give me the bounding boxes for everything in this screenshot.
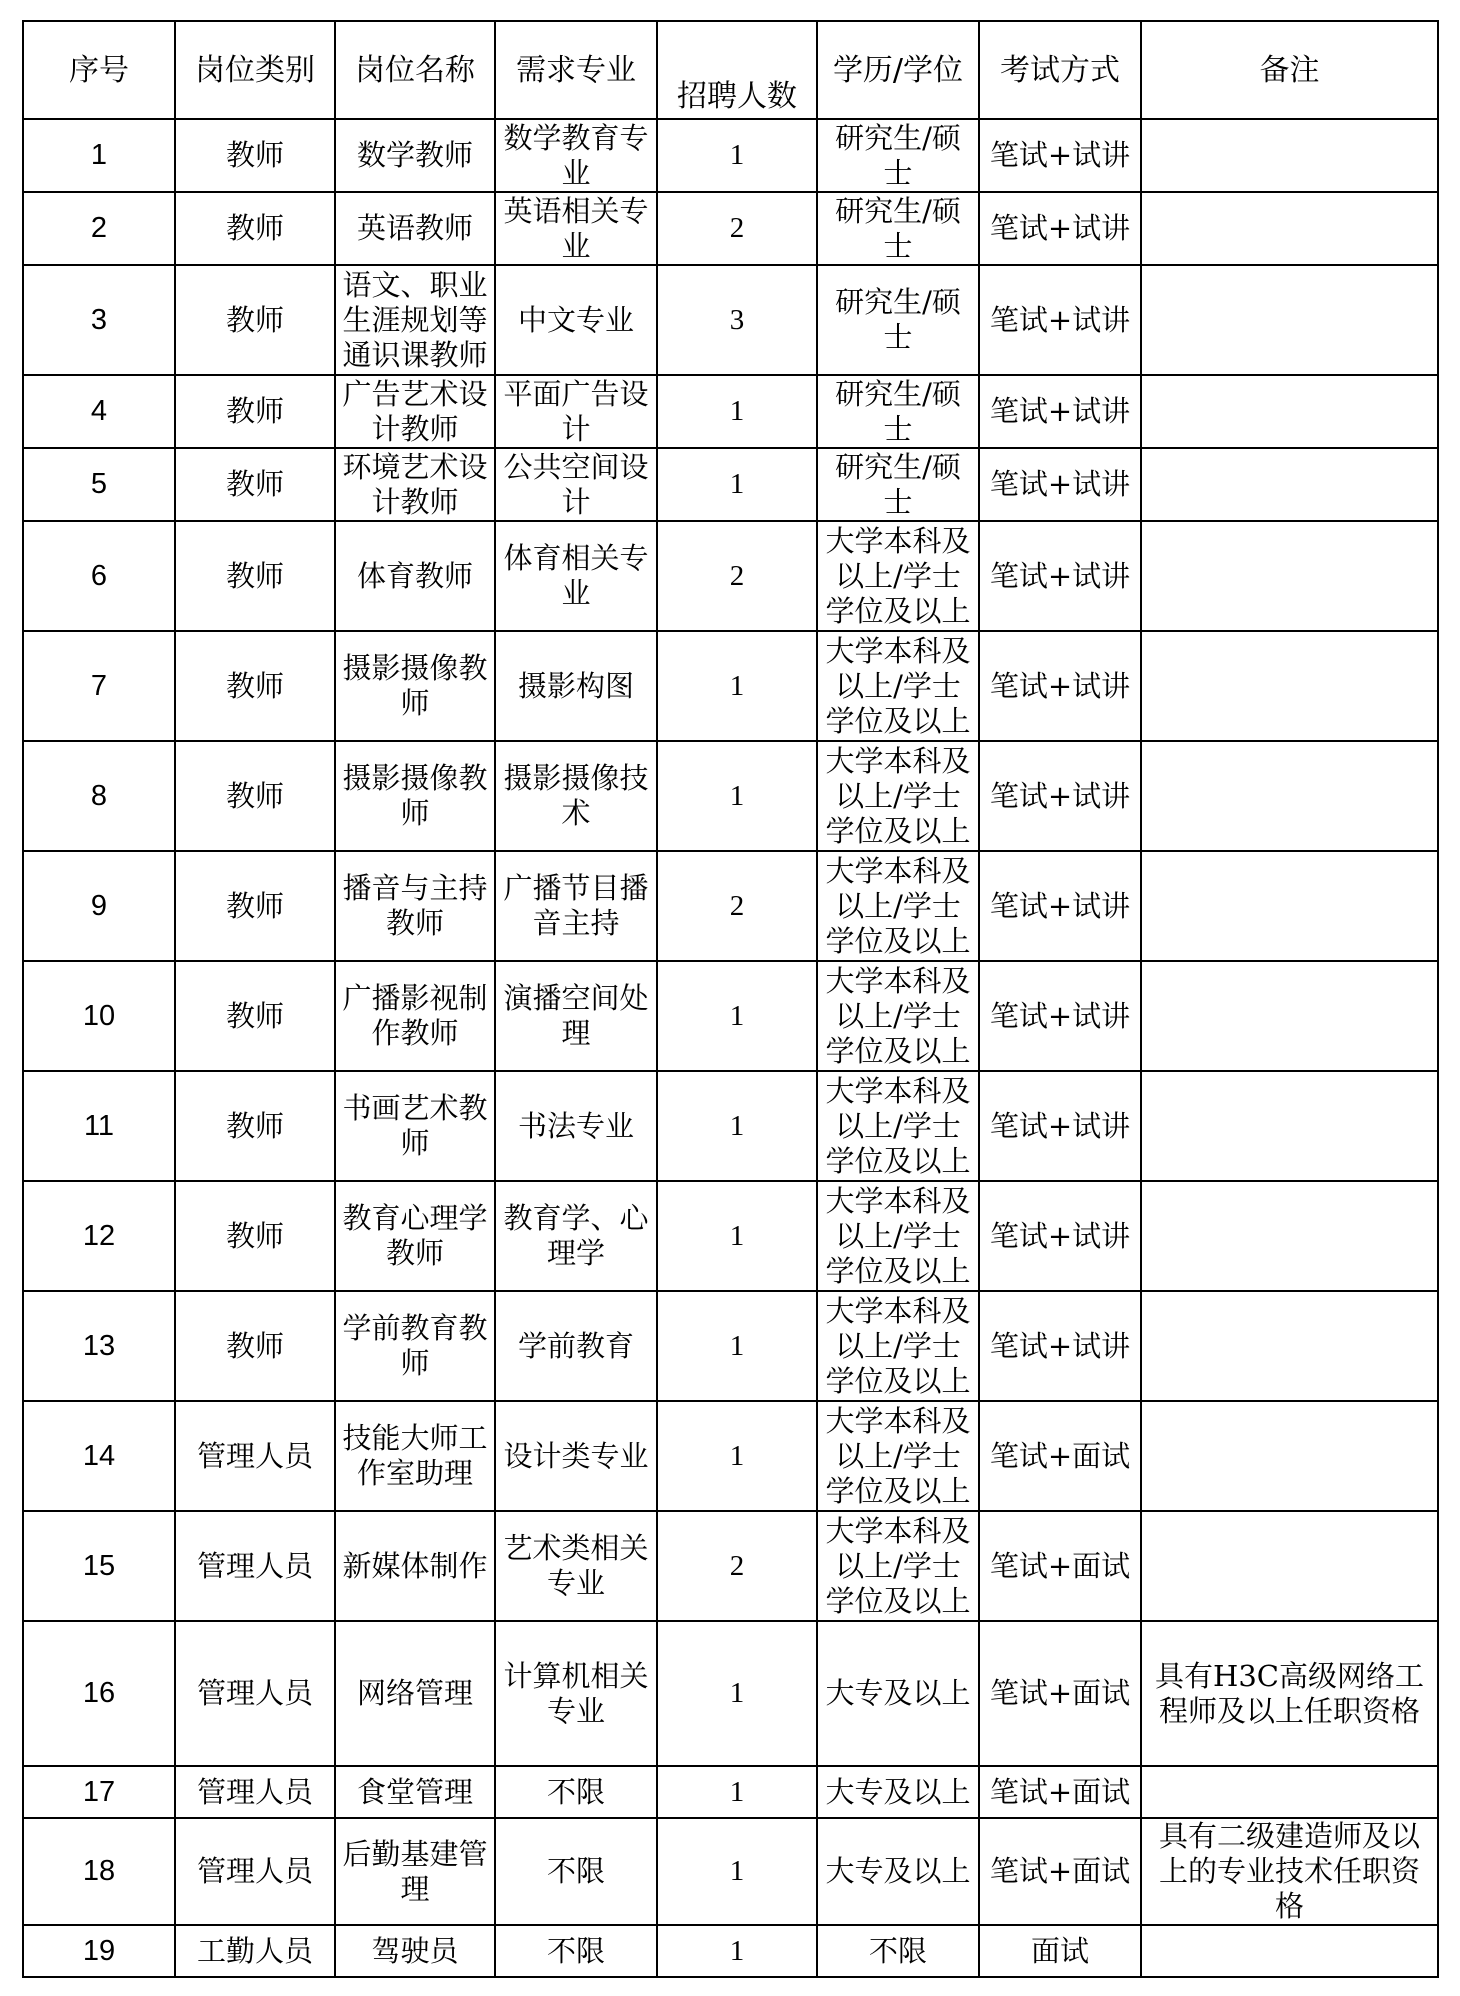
row-exam: 笔试+试讲	[979, 1291, 1141, 1401]
header-title: 岗位名称	[335, 21, 495, 119]
row-education: 大学本科及以上/学士学位及以上	[817, 1511, 979, 1621]
row-number: 19	[23, 1925, 175, 1977]
row-title: 新媒体制作	[335, 1511, 495, 1621]
row-major: 艺术类相关专业	[495, 1511, 657, 1621]
row-exam: 笔试+试讲	[979, 1071, 1141, 1181]
row-category: 管理人员	[175, 1401, 335, 1511]
table-row	[23, 631, 1438, 741]
row-exam: 笔试+试讲	[979, 851, 1141, 961]
row-number: 2	[23, 192, 175, 265]
table-row	[23, 1621, 1438, 1766]
row-exam: 笔试+面试	[979, 1621, 1141, 1766]
row-education: 研究生/硕士	[817, 192, 979, 265]
row-number: 12	[23, 1181, 175, 1291]
row-note	[1141, 375, 1438, 448]
row-note	[1141, 961, 1438, 1071]
row-education: 研究生/硕士	[817, 265, 979, 375]
row-title: 网络管理	[335, 1621, 495, 1766]
table-row	[23, 1071, 1438, 1181]
row-category: 教师	[175, 119, 335, 192]
row-exam: 笔试+试讲	[979, 631, 1141, 741]
row-note	[1141, 851, 1438, 961]
row-category: 管理人员	[175, 1818, 335, 1925]
row-exam: 笔试+试讲	[979, 1181, 1141, 1291]
row-category: 管理人员	[175, 1511, 335, 1621]
row-number: 10	[23, 961, 175, 1071]
table-row	[23, 375, 1438, 448]
header-education: 学历/学位	[817, 21, 979, 119]
row-note	[1141, 265, 1438, 375]
table-row	[23, 1818, 1438, 1925]
row-note: 具有二级建造师及以上的专业技术任职资格	[1141, 1818, 1438, 1925]
row-title: 驾驶员	[335, 1925, 495, 1977]
header-row	[23, 21, 1438, 119]
row-category: 教师	[175, 192, 335, 265]
row-count: 1	[657, 119, 817, 192]
row-exam: 笔试+试讲	[979, 521, 1141, 631]
row-note	[1141, 741, 1438, 851]
row-major: 摄影摄像技术	[495, 741, 657, 851]
row-title: 后勤基建管理	[335, 1818, 495, 1925]
header-note: 备注	[1141, 21, 1438, 119]
row-exam: 笔试+试讲	[979, 265, 1141, 375]
row-title: 语文、职业生涯规划等通识课教师	[335, 265, 495, 375]
row-education: 大学本科及以上/学士学位及以上	[817, 1401, 979, 1511]
row-education: 大专及以上	[817, 1818, 979, 1925]
header-category: 岗位类别	[175, 21, 335, 119]
row-category: 教师	[175, 741, 335, 851]
row-education: 研究生/硕士	[817, 375, 979, 448]
row-number: 14	[23, 1401, 175, 1511]
row-category: 教师	[175, 521, 335, 631]
table-row	[23, 265, 1438, 375]
recruitment-table	[22, 20, 1439, 1978]
row-count: 1	[657, 448, 817, 521]
row-category: 教师	[175, 448, 335, 521]
row-note	[1141, 631, 1438, 741]
row-category: 教师	[175, 1291, 335, 1401]
row-title: 播音与主持教师	[335, 851, 495, 961]
row-number: 5	[23, 448, 175, 521]
row-education: 大专及以上	[817, 1621, 979, 1766]
row-category: 教师	[175, 851, 335, 961]
row-count: 1	[657, 1291, 817, 1401]
row-education: 大学本科及以上/学士学位及以上	[817, 521, 979, 631]
row-category: 管理人员	[175, 1766, 335, 1818]
row-exam: 笔试+面试	[979, 1818, 1141, 1925]
header-count: 招聘人数	[657, 21, 817, 119]
table-row	[23, 741, 1438, 851]
row-note	[1141, 1401, 1438, 1511]
row-major: 演播空间处理	[495, 961, 657, 1071]
header-major: 需求专业	[495, 21, 657, 119]
row-count: 2	[657, 192, 817, 265]
row-count: 3	[657, 265, 817, 375]
row-number: 3	[23, 265, 175, 375]
row-count: 1	[657, 1071, 817, 1181]
table-row	[23, 961, 1438, 1071]
row-major: 设计类专业	[495, 1401, 657, 1511]
row-count: 1	[657, 375, 817, 448]
row-note: 具有H3C高级网络工程师及以上任职资格	[1141, 1621, 1438, 1766]
row-number: 16	[23, 1621, 175, 1766]
table-row	[23, 1401, 1438, 1511]
row-count: 2	[657, 851, 817, 961]
row-title: 数学教师	[335, 119, 495, 192]
row-count: 1	[657, 961, 817, 1071]
row-note	[1141, 1511, 1438, 1621]
row-note	[1141, 1181, 1438, 1291]
row-major: 不限	[495, 1925, 657, 1977]
row-education: 大学本科及以上/学士学位及以上	[817, 1291, 979, 1401]
row-education: 大学本科及以上/学士学位及以上	[817, 741, 979, 851]
row-category: 教师	[175, 265, 335, 375]
row-category: 管理人员	[175, 1621, 335, 1766]
header-exam: 考试方式	[979, 21, 1141, 119]
table-row	[23, 521, 1438, 631]
row-education: 研究生/硕士	[817, 119, 979, 192]
row-note	[1141, 192, 1438, 265]
row-number: 6	[23, 521, 175, 631]
row-category: 教师	[175, 961, 335, 1071]
row-title: 摄影摄像教师	[335, 741, 495, 851]
row-category: 工勤人员	[175, 1925, 335, 1977]
row-note	[1141, 1071, 1438, 1181]
row-exam: 笔试+试讲	[979, 741, 1141, 851]
row-major: 学前教育	[495, 1291, 657, 1401]
row-note	[1141, 119, 1438, 192]
row-education: 大学本科及以上/学士学位及以上	[817, 1071, 979, 1181]
row-note	[1141, 1925, 1438, 1977]
table-row	[23, 1925, 1438, 1977]
row-number: 4	[23, 375, 175, 448]
row-title: 书画艺术教师	[335, 1071, 495, 1181]
row-major: 中文专业	[495, 265, 657, 375]
row-count: 1	[657, 1401, 817, 1511]
row-major: 书法专业	[495, 1071, 657, 1181]
row-major: 英语相关专业	[495, 192, 657, 265]
row-exam: 笔试+面试	[979, 1511, 1141, 1621]
row-number: 15	[23, 1511, 175, 1621]
row-major: 广播节目播音主持	[495, 851, 657, 961]
row-number: 7	[23, 631, 175, 741]
row-count: 1	[657, 1766, 817, 1818]
row-title: 教育心理学教师	[335, 1181, 495, 1291]
row-count: 2	[657, 1511, 817, 1621]
row-number: 1	[23, 119, 175, 192]
row-title: 环境艺术设计教师	[335, 448, 495, 521]
row-exam: 笔试+试讲	[979, 448, 1141, 521]
row-title: 食堂管理	[335, 1766, 495, 1818]
row-major: 公共空间设计	[495, 448, 657, 521]
row-title: 英语教师	[335, 192, 495, 265]
row-category: 教师	[175, 1071, 335, 1181]
row-note	[1141, 1766, 1438, 1818]
table-row	[23, 119, 1438, 192]
row-category: 教师	[175, 375, 335, 448]
row-number: 8	[23, 741, 175, 851]
row-count: 1	[657, 1925, 817, 1977]
row-exam: 笔试+试讲	[979, 961, 1141, 1071]
header-no: 序号	[23, 21, 175, 119]
row-title: 技能大师工作室助理	[335, 1401, 495, 1511]
row-major: 摄影构图	[495, 631, 657, 741]
row-major: 计算机相关专业	[495, 1621, 657, 1766]
row-note	[1141, 448, 1438, 521]
row-count: 1	[657, 741, 817, 851]
row-number: 18	[23, 1818, 175, 1925]
row-title: 广告艺术设计教师	[335, 375, 495, 448]
row-note	[1141, 1291, 1438, 1401]
row-number: 13	[23, 1291, 175, 1401]
row-count: 1	[657, 1181, 817, 1291]
row-exam: 笔试+面试	[979, 1401, 1141, 1511]
table-row	[23, 1766, 1438, 1818]
table-row	[23, 192, 1438, 265]
row-exam: 面试	[979, 1925, 1141, 1977]
row-education: 大专及以上	[817, 1766, 979, 1818]
table-body	[23, 119, 1438, 1977]
row-education: 大学本科及以上/学士学位及以上	[817, 961, 979, 1071]
row-education: 大学本科及以上/学士学位及以上	[817, 1181, 979, 1291]
table-row	[23, 851, 1438, 961]
row-major: 教育学、心理学	[495, 1181, 657, 1291]
row-category: 教师	[175, 631, 335, 741]
row-title: 摄影摄像教师	[335, 631, 495, 741]
row-count: 1	[657, 1621, 817, 1766]
row-number: 11	[23, 1071, 175, 1181]
row-education: 不限	[817, 1925, 979, 1977]
row-number: 17	[23, 1766, 175, 1818]
row-major: 不限	[495, 1818, 657, 1925]
row-major: 数学教育专业	[495, 119, 657, 192]
row-major: 平面广告设计	[495, 375, 657, 448]
row-title: 体育教师	[335, 521, 495, 631]
row-education: 研究生/硕士	[817, 448, 979, 521]
row-exam: 笔试+面试	[979, 1766, 1141, 1818]
row-major: 不限	[495, 1766, 657, 1818]
table-row	[23, 448, 1438, 521]
row-count: 1	[657, 631, 817, 741]
table-row	[23, 1291, 1438, 1401]
row-count: 2	[657, 521, 817, 631]
row-education: 大学本科及以上/学士学位及以上	[817, 631, 979, 741]
row-major: 体育相关专业	[495, 521, 657, 631]
row-note	[1141, 521, 1438, 631]
table-row	[23, 1181, 1438, 1291]
row-title: 学前教育教师	[335, 1291, 495, 1401]
row-education: 大学本科及以上/学士学位及以上	[817, 851, 979, 961]
row-number: 9	[23, 851, 175, 961]
table-row	[23, 1511, 1438, 1621]
row-category: 教师	[175, 1181, 335, 1291]
row-count: 1	[657, 1818, 817, 1925]
row-title: 广播影视制作教师	[335, 961, 495, 1071]
row-exam: 笔试+试讲	[979, 375, 1141, 448]
row-exam: 笔试+试讲	[979, 192, 1141, 265]
row-exam: 笔试+试讲	[979, 119, 1141, 192]
